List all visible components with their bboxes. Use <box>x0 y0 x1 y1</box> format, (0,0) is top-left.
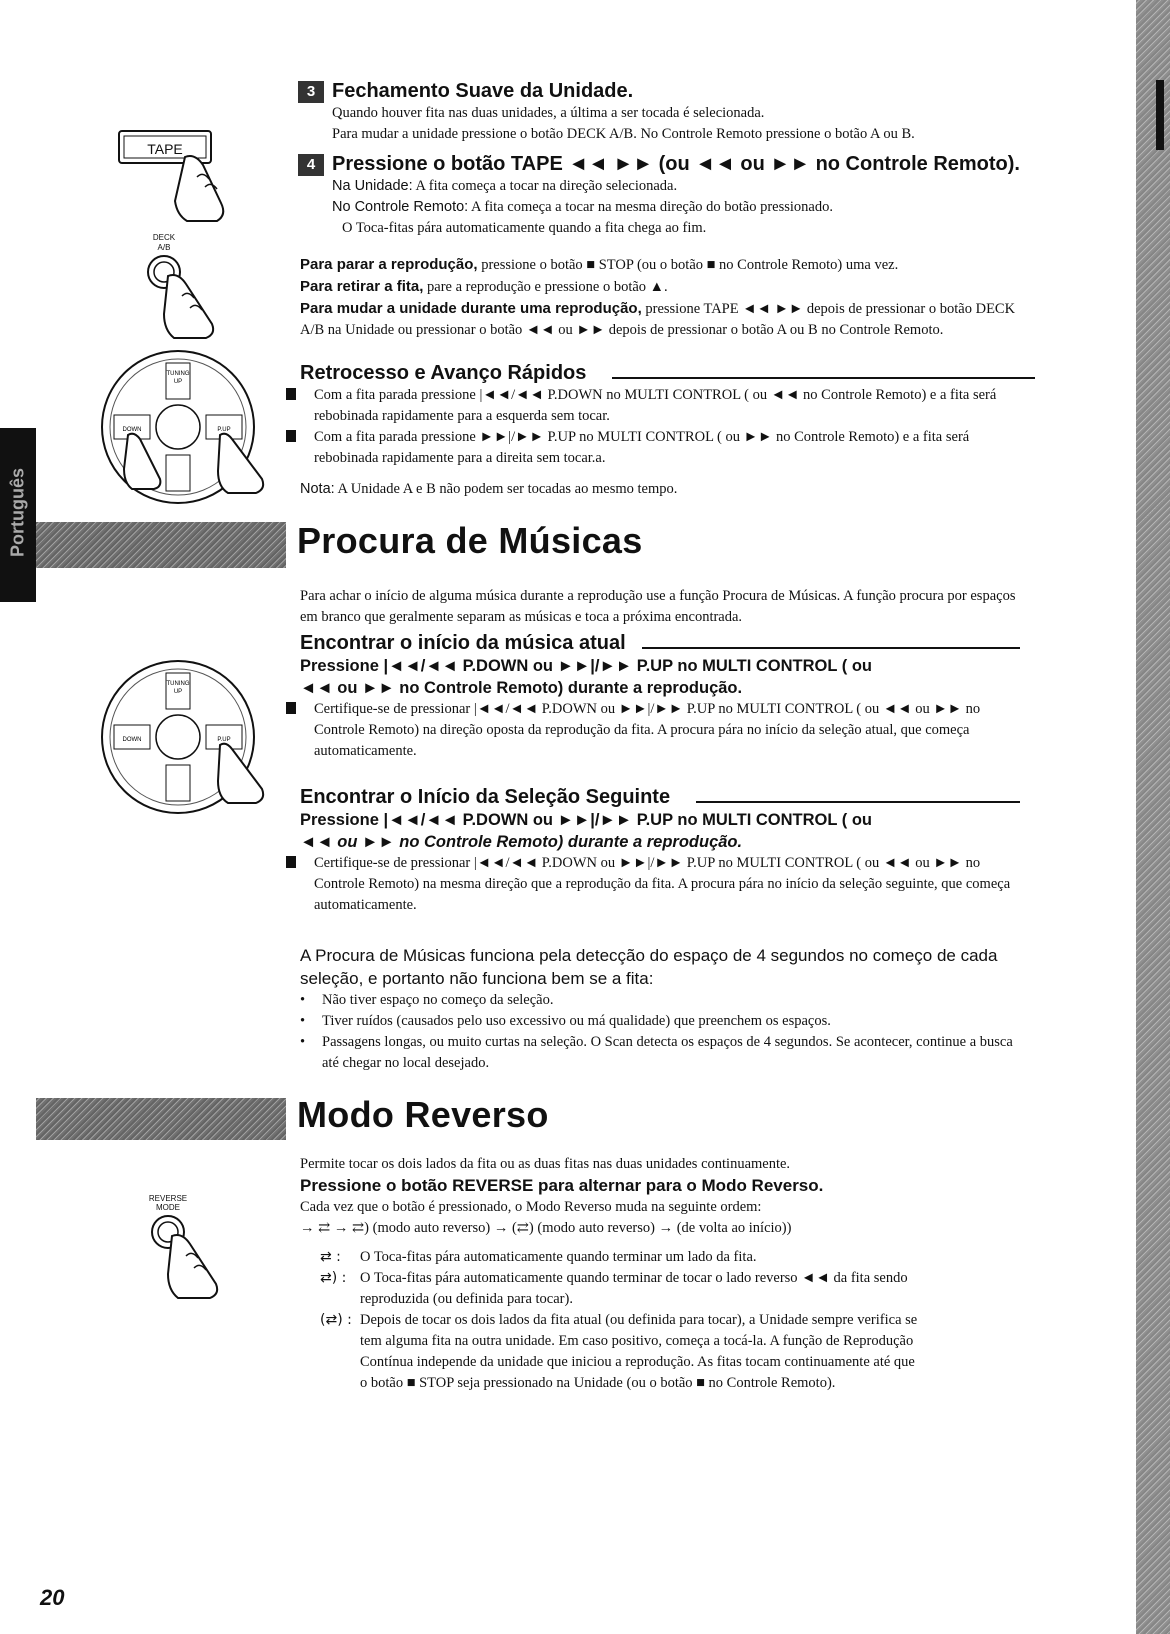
next-track-title: Encontrar o Início da Seleção Seguinte <box>300 786 671 808</box>
step-4-heading <box>298 153 1058 176</box>
rewind-item-1: Com a fita parada pressione |◄◄/◄◄ P.DOWN no MULTI CONTROL ( ou ◄◄ no Controle Remoto) e a fita será rebobinada rapidamente para a esquerda sem tocar. <box>286 385 1035 427</box>
reverse-cycle: → ⇄ → ⇄) (modo auto reverso) → (⇄) (modo auto reverso) → (de volta ao início)) <box>300 1220 792 1236</box>
next-track-text: Certifique-se de pressionar |◄◄/◄◄ P.DOWN ou ►►|/►► P.UP no MULTI CONTROL ( ou ◄◄ ou ►► no Controle Remoto) na mesma direção que a reprodução da fita. A procura pára no início da seleção seguinte, que começa automaticamente. <box>286 853 1020 916</box>
change-lead: Para mudar a unidade durante uma reprodução, <box>300 300 642 317</box>
page-edge-bar <box>1156 80 1164 150</box>
next-track-instr-2: ◄◄ ou ►► no Controle Remoto) durante a reprodução. <box>300 833 743 851</box>
change-text: pressione TAPE ◄◄ ►► depois de pressionar o botão DECK A/B na Unidade ou pressionar o botão ◄◄ ou ►► depois de pressionar o botão A ou B no Controle Remoto. <box>300 301 1016 338</box>
reverse-cycle-intro: Cada vez que o botão é pressionado, o Modo Reverso muda na seguinte ordem: <box>300 1199 762 1215</box>
current-track-title: Encontrar o início da música atual <box>300 632 626 654</box>
reverse-mode-item: ⇄) : O Toca-fitas pára automaticamente quando terminar de tocar o lado reverso ◄◄ da fita sendo reproduzida (ou definida para tocar). <box>320 1270 908 1307</box>
side-tab <box>0 428 36 602</box>
step-4-unit <box>298 176 1058 197</box>
svg-text:P.UP: P.UP <box>217 427 231 433</box>
step-4-remote <box>298 197 1058 218</box>
reverse-banner <box>36 1098 286 1140</box>
deck-ab-button-icon <box>140 232 290 342</box>
svg-text:DOWN: DOWN <box>122 427 142 433</box>
reverse-mode-item: ⇄ : O Toca-fitas pára automaticamente quando terminar um lado da fita. <box>320 1249 757 1265</box>
step-4-note: O Toca-fitas pára automaticamente quando a fita chega ao fim. <box>342 220 707 236</box>
svg-text:UP: UP <box>173 689 183 695</box>
reverse-label: REVERSE <box>148 1194 188 1203</box>
step-3-heading <box>298 80 1058 103</box>
bullet-item: • Não tiver espaço no começo da seleção. <box>300 992 554 1008</box>
music-search-bullets <box>300 990 1025 1074</box>
step-4-unit-label: Na Unidade: <box>332 178 413 194</box>
svg-text:UP: UP <box>173 379 183 385</box>
reverse-intro: Permite tocar os dois lados da fita ou as duas fitas nas duas unidades continuamente. <box>300 1156 791 1172</box>
music-search-banner <box>36 522 286 568</box>
rewind-section <box>300 362 1035 500</box>
current-track-section <box>300 632 1020 762</box>
change-note <box>300 298 1035 341</box>
bullet-item: • Tiver ruídos (causados pelo uso excessivo ou má qualidade) que preenchem os espaços. <box>300 1013 831 1029</box>
svg-text:MODE: MODE <box>156 1203 180 1212</box>
stop-text: pressione o botão ■ STOP (ou o botão ■ no Controle Remoto) uma vez. <box>481 257 899 273</box>
step-4-remote-label: No Controle Remoto: <box>332 199 469 215</box>
playback-notes <box>300 254 1035 341</box>
step-4-remote-text: A fita começa a tocar na mesma direção do botão pressionado. <box>471 199 833 215</box>
rewind-item-2: Com a fita parada pressione ►►|/►► P.UP no MULTI CONTROL ( ou ►► no Controle Remoto) e a fita será rebobinada rapidamente para a direita sem tocar.a. <box>286 427 1035 469</box>
rewind-note-label: Nota: <box>300 481 335 497</box>
page-number: 20 <box>40 1585 65 1610</box>
rewind-title: Retrocesso e Avanço Rápidos <box>300 362 587 384</box>
current-track-instr-2: ◄◄ ou ►► no Controle Remoto) durante a reprodução. <box>300 679 743 697</box>
reverse-instruction: Pressione o botão REVERSE para alternar para o Modo Reverso. <box>300 1176 824 1195</box>
eject-text: pare a reprodução e pressione o botão ▲. <box>427 279 668 295</box>
music-search-title: Procura de Músicas <box>297 520 643 561</box>
current-track-instr-1: Pressione |◄◄/◄◄ P.DOWN ou ►►|/►► P.UP no MULTI CONTROL ( ou <box>300 657 872 675</box>
eject-note <box>300 276 1035 298</box>
svg-text:DOWN: DOWN <box>122 737 142 743</box>
reverse-mode-button-icon <box>140 1192 290 1312</box>
reverse-mode-item: (⇄) : Depois de tocar os dois lados da fita atual (ou definida para tocar), a Unidade sempre verifica se tem alguma fita na outra unidade. Em caso positivo, começa a tocá-la. A função de Reprodução Contínua independe da unidade que iniciou a reprodução. As fitas tocam continuamente até que o botão ■ STOP seja pressionado na Unidade (ou o botão ■ no Controle Remoto). <box>320 1312 918 1391</box>
music-search-intro: Para achar o início de alguma música durante a reprodução use a função Procura de Músicas. A função procura por espaços em branco que geralmente separam as músicas e toca a próxima encontrada. <box>300 588 1016 625</box>
step-4-unit-text: A fita começa a tocar na direção selecionada. <box>415 178 678 194</box>
side-tab-label: Português <box>7 468 28 558</box>
music-search-caveat: A Procura de Músicas funciona pela detecção do espaço de 4 segundos no começo de cada seleção, e portanto não funciona bem se a fita: <box>300 946 998 988</box>
svg-text:A/B: A/B <box>157 243 171 252</box>
stop-lead: Para parar a reprodução, <box>300 256 478 273</box>
step-3-line-1: Quando houver fita nas duas unidades, a última a ser tocada é selecionada. <box>332 105 765 121</box>
step-3 <box>298 80 1058 145</box>
deck-label: DECK <box>152 233 176 242</box>
svg-text:TUNING: TUNING <box>166 371 190 377</box>
svg-text:TUNING: TUNING <box>166 681 190 687</box>
reverse-title: Modo Reverso <box>297 1094 549 1135</box>
reverse-section <box>300 1154 1030 1394</box>
step-3-number: 3 <box>298 81 324 103</box>
page-edge-shadow <box>1136 0 1170 1634</box>
step-3-line-2: Para mudar a unidade pressione o botão DECK A/B. No Controle Remoto pressione o botão A ou B. <box>332 126 915 142</box>
next-track-section <box>300 786 1020 916</box>
multi-control-dial-icon-2 <box>88 655 288 820</box>
rewind-rule <box>612 377 1035 379</box>
step-4-number: 4 <box>298 154 324 176</box>
tape-button-icon <box>115 125 275 225</box>
step-4-title: Pressione o botão TAPE ◄◄ ►► (ou ◄◄ ou ►► no Controle Remoto). <box>332 153 1020 175</box>
step-3-title: Fechamento Suave da Unidade. <box>332 80 634 102</box>
tape-button-label: TAPE <box>147 141 183 157</box>
next-track-rule <box>696 801 1020 803</box>
svg-text:P.UP: P.UP <box>217 737 231 743</box>
rewind-note <box>300 479 1035 500</box>
current-track-rule <box>642 647 1020 649</box>
stop-note <box>300 254 1035 276</box>
current-track-text: Certifique-se de pressionar |◄◄/◄◄ P.DOWN ou ►►|/►► P.UP no MULTI CONTROL ( ou ◄◄ ou ►► no Controle Remoto) na direção oposta da reprodução da fita. A procura pára no início da seleção atual, que começa automaticamente. <box>286 699 1020 762</box>
step-4 <box>298 153 1058 239</box>
multi-control-dial-icon-1 <box>88 345 288 510</box>
rewind-note-text: A Unidade A e B não podem ser tocadas ao mesmo tempo. <box>337 481 678 497</box>
next-track-instr-1: Pressione |◄◄/◄◄ P.DOWN ou ►►|/►► P.UP no MULTI CONTROL ( ou <box>300 811 872 829</box>
eject-lead: Para retirar a fita, <box>300 278 424 295</box>
bullet-item: • Passagens longas, ou muito curtas na seleção. O Scan detecta os espaços de 4 segundos. Se acontecer, continue a busca até chegar no local desejado. <box>300 1034 1013 1071</box>
